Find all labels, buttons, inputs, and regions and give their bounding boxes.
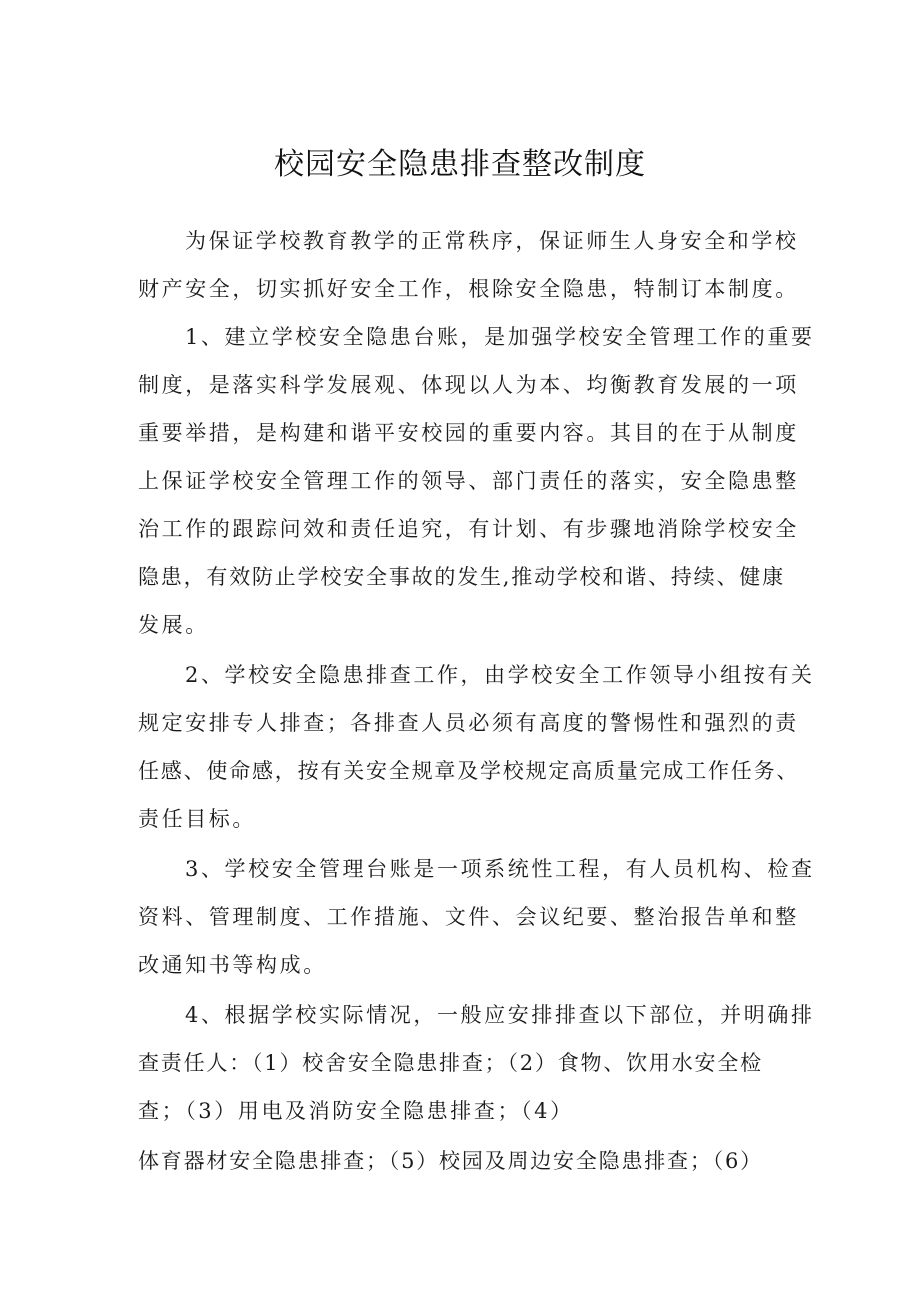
paragraph-line: 制度，是落实科学发展观、体现以人为本、均衡教育发展的一项 [138,373,799,397]
paragraph-line: 1、建立学校安全隐患台账，是加强学校安全管理工作的重要 [185,325,815,349]
paragraph-line: 3、学校安全管理台账是一项系统性工程，有人员机构、检查 [185,857,815,881]
paragraph-line: 为保证学校教育教学的正常秩序，保证师生人身安全和学校 [185,229,799,253]
paragraph-line: 上保证学校安全管理工作的领导、部门责任的落实，安全隐患整 [138,469,799,493]
paragraph-line: 治工作的跟踪问效和责任追究，有计划、有步骤地消除学校安全 [138,517,799,541]
paragraph-line: 2、学校安全隐患排查工作，由学校安全工作领导小组按有关 [185,663,815,687]
paragraph-line: 查责任人：（1）校舍安全隐患排查；（2）食物、饮用水安全检 [138,1051,763,1075]
paragraph-line: 查；（3）用电及消防安全隐患排查；（4） [138,1099,574,1123]
document-title: 校园安全隐患排查整改制度 [274,147,646,182]
paragraph-line: 财产安全，切实抓好安全工作，根除安全隐患，特制订本制度。 [138,277,799,301]
paragraph-line: 规定安排专人排查；各排查人员必须有高度的警惕性和强烈的责 [138,711,799,735]
paragraph-line: 重要举措，是构建和谐平安校园的重要内容。其目的在于从制度 [138,421,799,445]
paragraph-line: 隐患，有效防止学校安全事故的发生,推动学校和谐、持续、健康 [138,565,785,589]
paragraph-line: 责任目标。 [138,807,256,831]
paragraph-line: 资料、管理制度、工作措施、文件、会议纪要、整治报告单和整 [138,905,799,929]
paragraph-line: 4、根据学校实际情况，一般应安排排查以下部位，并明确排 [185,1003,815,1027]
paragraph-line: 任感、使命感，按有关安全规章及学校规定高质量完成工作任务、 [138,759,800,783]
paragraph-line: 改通知书等构成。 [138,953,327,977]
paragraph-line: 体育器材安全隐患排查；（5）校园及周边安全隐患排查；（6） [138,1149,763,1173]
paragraph-line: 发展。 [138,613,209,637]
